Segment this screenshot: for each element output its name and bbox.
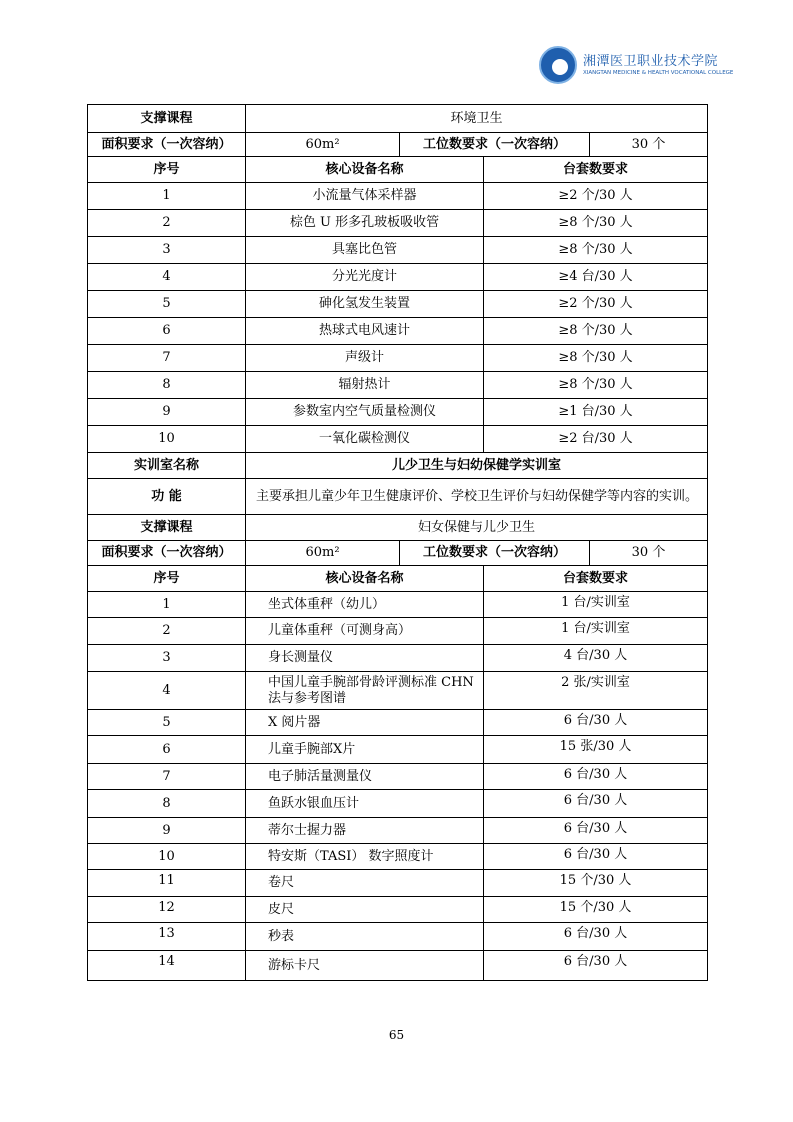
equipment-name: 中国儿童手腕部骨龄评测标准 CHN 法与参考图谱: [246, 672, 484, 710]
table-row: [88, 618, 708, 645]
equipment-quantity: ≥2 台/30 人: [484, 426, 708, 453]
row-number: 3: [88, 645, 246, 672]
equipment-quantity: 6 台/30 人: [484, 923, 708, 951]
row-number: 1: [88, 183, 246, 210]
equipment-name: 蒂尔士握力器: [246, 818, 484, 844]
row-number: 5: [88, 291, 246, 318]
stations-label: 工位数要求（一次容纳）: [400, 541, 590, 566]
row-number: 3: [88, 237, 246, 264]
equipment-name: 热球式电风速计: [246, 318, 484, 345]
table-row: [88, 923, 708, 951]
column-header-no: 序号: [88, 566, 246, 592]
row-number: 8: [88, 790, 246, 818]
course-label: 支撑课程: [88, 105, 246, 133]
table-row: [88, 426, 708, 453]
stations-value: 30 个: [590, 133, 708, 157]
row-number: 7: [88, 345, 246, 372]
row-number: 5: [88, 710, 246, 736]
equipment-quantity: ≥8 个/30 人: [484, 210, 708, 237]
equipment-name: X 阅片器: [246, 710, 484, 736]
equipment-quantity: ≥8 个/30 人: [484, 318, 708, 345]
column-header-row: [88, 157, 708, 183]
table-row: [88, 345, 708, 372]
area-row: [88, 541, 708, 566]
table-row: [88, 183, 708, 210]
area-label: 面积要求（一次容纳）: [88, 133, 246, 157]
row-number: 1: [88, 592, 246, 618]
equipment-quantity: ≥2 个/30 人: [484, 291, 708, 318]
column-header-quantity: 台套数要求: [484, 157, 708, 183]
room-name-value: 儿少卫生与妇幼保健学实训室: [246, 453, 708, 479]
equipment-quantity: 15 个/30 人: [484, 897, 708, 923]
course-row: [88, 105, 708, 133]
equipment-name: 鱼跃水银血压计: [246, 790, 484, 818]
table-row: [88, 736, 708, 764]
equipment-quantity: 1 台/实训室: [484, 592, 708, 618]
college-emblem-icon: [539, 46, 577, 84]
table-row: [88, 210, 708, 237]
equipment-name: 声级计: [246, 345, 484, 372]
column-header-equipment: 核心设备名称: [246, 566, 484, 592]
equipment-quantity: 6 台/30 人: [484, 951, 708, 981]
table-row: [88, 645, 708, 672]
equipment-quantity: 4 台/30 人: [484, 645, 708, 672]
table-row: [88, 710, 708, 736]
function-value: 主要承担儿童少年卫生健康评价、学校卫生评价与妇幼保健学等内容的实训。: [246, 479, 708, 515]
column-header-equipment: 核心设备名称: [246, 157, 484, 183]
equipment-name: 卷尺: [246, 870, 484, 897]
table-row: [88, 264, 708, 291]
equipment-quantity: ≥8 个/30 人: [484, 345, 708, 372]
room-name-row: [88, 453, 708, 479]
table-row: [88, 372, 708, 399]
course-value: 环境卫生: [246, 105, 708, 133]
row-number: 4: [88, 672, 246, 710]
row-number: 10: [88, 844, 246, 870]
area-label: 面积要求（一次容纳）: [88, 541, 246, 566]
row-number: 2: [88, 210, 246, 237]
table-row: [88, 790, 708, 818]
equipment-quantity: 6 台/30 人: [484, 790, 708, 818]
equipment-name: 参数室内空气质量检测仪: [246, 399, 484, 426]
equipment-name: 电子肺活量测量仪: [246, 764, 484, 790]
row-number: 14: [88, 951, 246, 981]
row-number: 6: [88, 318, 246, 345]
equipment-quantity: 6 台/30 人: [484, 710, 708, 736]
table-row: [88, 897, 708, 923]
row-number: 13: [88, 923, 246, 951]
row-number: 8: [88, 372, 246, 399]
row-number: 9: [88, 399, 246, 426]
course-value: 妇女保健与儿少卫生: [246, 515, 708, 541]
area-value: 60m²: [246, 133, 400, 157]
stations-label: 工位数要求（一次容纳）: [400, 133, 590, 157]
column-header-quantity: 台套数要求: [484, 566, 708, 592]
equipment-name: 儿童手腕部X片: [246, 736, 484, 764]
stations-value: 30 个: [590, 541, 708, 566]
area-value: 60m²: [246, 541, 400, 566]
college-logo: [539, 46, 734, 86]
row-number: 2: [88, 618, 246, 645]
equipment-quantity: 15 张/30 人: [484, 736, 708, 764]
table-row: [88, 592, 708, 618]
logo-name-en: XIANGTAN MEDICINE & HEALTH VOCATIONAL COLLEGE: [583, 70, 734, 76]
equipment-name: 身长测量仪: [246, 645, 484, 672]
row-number: 11: [88, 870, 246, 897]
equipment-name: 棕色 U 形多孔玻板吸收管: [246, 210, 484, 237]
equipment-name: 小流量气体采样器: [246, 183, 484, 210]
equipment-quantity: ≥8 个/30 人: [484, 237, 708, 264]
equipment-quantity: 1 台/实训室: [484, 618, 708, 645]
equipment-quantity: 6 台/30 人: [484, 818, 708, 844]
row-number: 9: [88, 818, 246, 844]
course-row: [88, 515, 708, 541]
equipment-name: 分光光度计: [246, 264, 484, 291]
area-row: [88, 133, 708, 157]
row-number: 12: [88, 897, 246, 923]
equipment-table: [87, 104, 708, 981]
column-header-row: [88, 566, 708, 592]
page-number: 65: [388, 1028, 405, 1042]
equipment-name: 一氧化碳检测仪: [246, 426, 484, 453]
equipment-quantity: 2 张/实训室: [484, 672, 708, 710]
table-row: [88, 870, 708, 897]
row-number: 6: [88, 736, 246, 764]
equipment-name: 砷化氢发生装置: [246, 291, 484, 318]
column-header-no: 序号: [88, 157, 246, 183]
course-label: 支撑课程: [88, 515, 246, 541]
equipment-quantity: ≥4 台/30 人: [484, 264, 708, 291]
equipment-name: 坐式体重秤（幼儿）: [246, 592, 484, 618]
table-row: [88, 399, 708, 426]
table-row: [88, 764, 708, 790]
equipment-name: 特安斯（TASI） 数字照度计: [246, 844, 484, 870]
equipment-quantity: 6 台/30 人: [484, 764, 708, 790]
equipment-quantity: ≥1 台/30 人: [484, 399, 708, 426]
equipment-quantity: ≥8 个/30 人: [484, 372, 708, 399]
equipment-name: 秒表: [246, 923, 484, 951]
equipment-quantity: 6 台/30 人: [484, 844, 708, 870]
row-number: 4: [88, 264, 246, 291]
table-row: [88, 818, 708, 844]
table-row: [88, 951, 708, 981]
function-row: [88, 479, 708, 515]
table-row: [88, 237, 708, 264]
table-row: [88, 844, 708, 870]
table-row: [88, 318, 708, 345]
equipment-name: 游标卡尺: [246, 951, 484, 981]
equipment-name: 辐射热计: [246, 372, 484, 399]
table-row: [88, 672, 708, 710]
room-name-label: 实训室名称: [88, 453, 246, 479]
row-number: 10: [88, 426, 246, 453]
table-row: [88, 291, 708, 318]
equipment-name: 具塞比色管: [246, 237, 484, 264]
logo-name-cn: 湘潭医卫职业技术学院: [583, 54, 719, 69]
equipment-name: 儿童体重秤（可测身高）: [246, 618, 484, 645]
equipment-name: 皮尺: [246, 897, 484, 923]
equipment-quantity: 15 个/30 人: [484, 870, 708, 897]
function-label: 功 能: [88, 479, 246, 515]
equipment-quantity: ≥2 个/30 人: [484, 183, 708, 210]
row-number: 7: [88, 764, 246, 790]
